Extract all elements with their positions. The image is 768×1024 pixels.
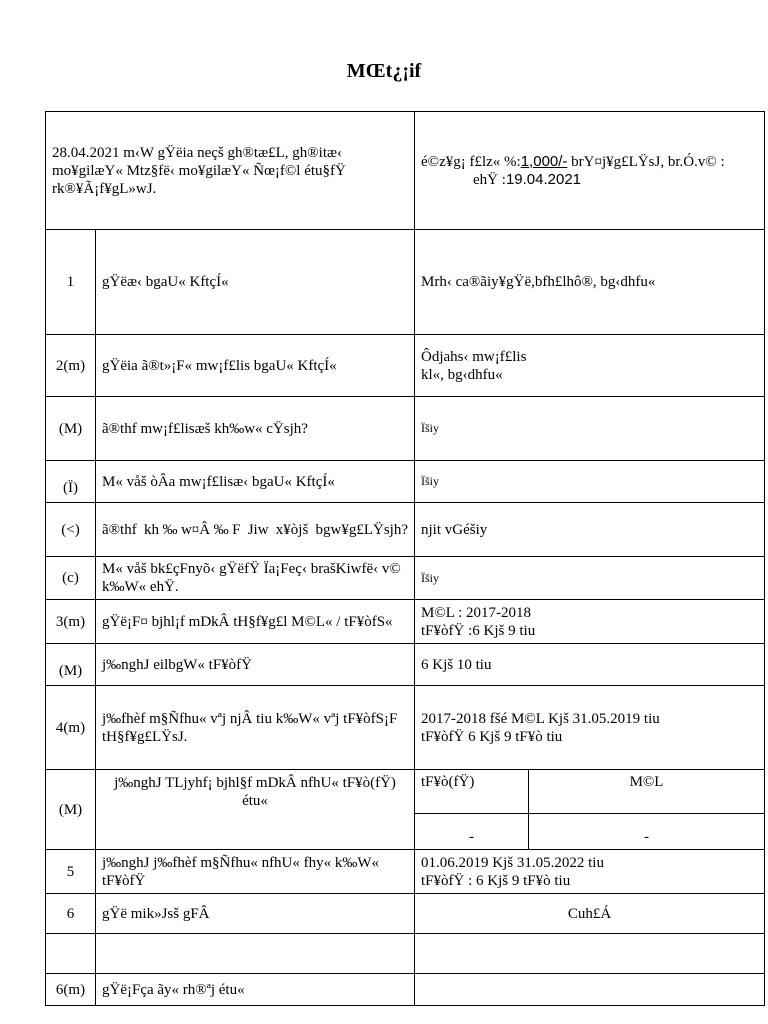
row-number: (<) [46, 503, 96, 557]
row-value: Ôdjahs‹ mw¡f£lis kl«, bg‹dhfu« [415, 335, 765, 397]
sub-header-year: M©L [529, 770, 765, 814]
row-number: (c) [46, 557, 96, 600]
row-value: Ïšiy [415, 461, 765, 503]
row-label: gŸë mik»Jsš gFÂ [96, 894, 415, 934]
row-label: gŸëia ã®t»¡F« mw¡f£lis bgaU« KftçÍ« [96, 335, 415, 397]
table-row [46, 461, 765, 503]
table-row [46, 686, 765, 770]
row-label: j‰nghJ TLjyhf¡ bjhl§f mDkÂ nfhU« tF¥ò(fŸ) étu« [96, 770, 415, 850]
table-row [46, 974, 765, 1006]
row-number: 6(m) [46, 974, 96, 1006]
header-left-cell [46, 112, 415, 230]
fee-paid-text: brY¤j¥g£LŸsJ, br.Ó.v© : [567, 153, 725, 170]
row-value: M©L : 2017-2018 tF¥òfŸ :6 Kjš 9 tiu [415, 600, 765, 644]
row-label: ã®thf kh‰w¤Â‰F Jiw x¥òjš bgw¥g£LŸsjh? [96, 503, 415, 557]
row-number: 1 [46, 230, 96, 335]
row-label: gŸë¡F¤ bjhl¡f mDkÂ tH§f¥g£l M©L« / tF¥òfS« [96, 600, 415, 644]
row-label: ã®thf mw¡f£lisæš kh‰w« cŸsjh? [96, 397, 415, 461]
row-number: 6 [46, 894, 96, 934]
header-row [46, 112, 765, 230]
header-right-cell [415, 112, 765, 230]
table-row [46, 503, 765, 557]
row-value: 6 Kjš 10 tiu [415, 644, 765, 686]
fee-label: é©z¥g¡ f£lz« %: [421, 153, 521, 170]
date-label: ehŸ : [473, 171, 506, 188]
form-table [45, 111, 765, 1006]
row-number: 2(m) [46, 335, 96, 397]
sub-value-year: - [529, 814, 765, 850]
row-number: (M) [46, 397, 96, 461]
row-value [415, 934, 765, 974]
row-label: j‰fhèf m§Ñfhu« vªj njÂ tiu k‰W« vªj tF¥òfS¡F tH§f¥g£LŸsJ. [96, 686, 415, 770]
sub-value-class: - [415, 814, 529, 850]
table-row [46, 894, 765, 934]
row-number: (M) [46, 770, 96, 850]
table-row [46, 850, 765, 894]
row-label: gŸë¡Fça ãy« rh®ªj étu« [96, 974, 415, 1006]
row-value: Cuh£Á [415, 894, 765, 934]
page-title: MŒt¿¡if [346, 60, 422, 82]
row-label: M« våš bk£çFnyõ‹ gŸëfŸ Ïa¡Feç‹ brašKiwfë‹ v© k‰W« ehŸ. [96, 557, 415, 600]
row-value: 01.06.2019 Kjš 31.05.2022 tiu tF¥òfŸ : 6 Kjš 9 tF¥ò tiu [415, 850, 765, 894]
row-value: Ïšiy [415, 557, 765, 600]
row-number [46, 934, 96, 974]
table-row [46, 600, 765, 644]
row-value [415, 974, 765, 1006]
row-value: Ïšiy [415, 397, 765, 461]
row-label: j‰nghJ j‰fhèf m§Ñfhu« nfhU« fhy« k‰W« tF¥òfŸ [96, 850, 415, 894]
row-label: j‰nghJ eilbgW« tF¥òfŸ [96, 644, 415, 686]
row-number: (Ï) [46, 461, 96, 503]
table-row [46, 397, 765, 461]
row-number: 3(m) [46, 600, 96, 644]
fee-amount: 1,000/- [520, 152, 568, 170]
row-label: M« våš òÂa mw¡f£lisæ‹ bgaU« KftçÍ« [96, 461, 415, 503]
table-row [46, 335, 765, 397]
row-value: 2017-2018 fšé M©L Kjš 31.05.2019 tiu tF¥òfŸ 6 Kjš 9 tF¥ò tiu [415, 686, 765, 770]
table-row [46, 557, 765, 600]
table-row [46, 770, 765, 814]
table-row [46, 934, 765, 974]
sub-header-class: tF¥ò(fŸ) [415, 770, 529, 814]
header-left-text: 28.04.2021 m‹W gŸëia neçš gh®tæ£L, gh®itæ‹ mo¥gilæY« Mtz§fë‹ mo¥gilæY« Ñœ¡f©l étu§fŸ rk®¥Ã¡f¥gL»wJ. [52, 144, 346, 197]
table-row [46, 644, 765, 686]
row-label [96, 934, 415, 974]
row-number: 4(m) [46, 686, 96, 770]
date-value: 19.04.2021 [505, 170, 582, 188]
row-value: Mrh‹ ca®ãiy¥gŸë,bfh£lhô®, bg‹dhfu« [415, 230, 765, 335]
row-number: (M) [46, 644, 96, 686]
table-row [46, 230, 765, 335]
row-value: njit vGéšiy [415, 503, 765, 557]
row-number: 5 [46, 850, 96, 894]
row-label: gŸëæ‹ bgaU« KftçÍ« [96, 230, 415, 335]
